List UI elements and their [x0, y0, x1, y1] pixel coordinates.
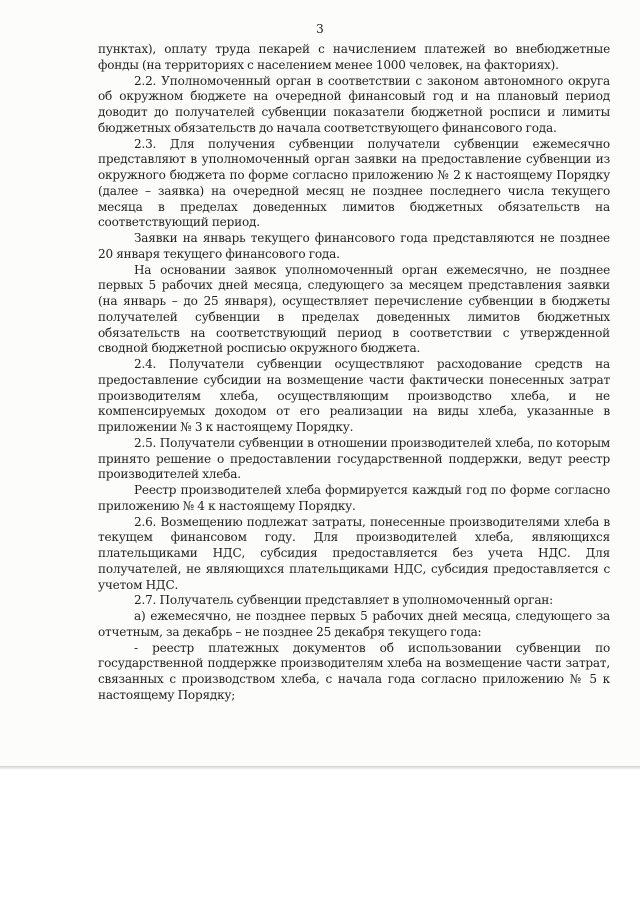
- paragraph-2-7-a: а) ежемесячно, не позднее первых 5 рабочих дней месяца, следующего за отчетным, за декабрь – не позднее 25 декабря текущего года:: [98, 609, 610, 639]
- paragraph-2-6: 2.6. Возмещению подлежат затраты, понесенные производителями хлеба в текущем финансовом году. Для производителей хлеба, являющихся плательщиками НДС, субсидия предоставляется без учета НДС. Для получателей, не являющихся плательщиками НДС, субсидия предоставляется с учетом НДС.: [98, 514, 610, 592]
- page-number: 3: [316, 22, 324, 36]
- paragraph-registry: Реестр производителей хлеба формируется каждый год по форме согласно приложению № 4 к настоящему Порядку.: [98, 483, 610, 513]
- paragraph-2-7: 2.7. Получатель субвенции представляет в уполномоченный орган:: [134, 593, 553, 608]
- paragraph-2-4: 2.4. Получатели субвенции осуществляют расходование средств на предоставление субсидии на возмещение части фактически понесенных затрат производителям хлеба, осуществляющим производство хлеба, и не компенсируемых доходом от его реализации на виды хлеба, указанные в приложении № 3 к настоящему Порядку.: [98, 357, 610, 434]
- paragraph-transfer: На основании заявок уполномоченный орган ежемесячно, не позднее первых 5 рабочих дней месяца, следующего за месяцем представления заявки (на январь – до 25 января), осуществляет перечисление субвенции в бюджеты получателей субвенции в пределах доведенных лимитов бюджетных обязательств на соответствующий период в соответствии с утвержденной сводной бюджетной росписью окружного бюджета.: [98, 262, 610, 356]
- paragraph-2-5: 2.5. Получатели субвенции в отношении производителей хлеба, по которым принято решение о предоставлении государственной поддержки, ведут реестр производителей хлеба.: [98, 435, 610, 482]
- paragraph-continuation: пунктах), оплату труда пекарей с начислением платежей во внебюджетные фонды (на территориях с населением менее 1000 человек, на факториях).: [98, 42, 610, 72]
- paragraph-2-2: 2.2. Уполномоченный орган в соответствии с законом автономного округа об окружном бюджете на очередной финансовый год и на плановый период доводит до получателей субвенции показатели бюджетной росписи и лимиты бюджетных обязательств до начала соответствующего финансового года.: [98, 73, 610, 135]
- blank-area: [0, 770, 640, 905]
- paragraph-2-3: 2.3. Для получения субвенции получатели субвенции ежемесячно представляют в уполномоченный орган заявки на предоставление субвенции из окружного бюджета по форме согласно приложению № 2 к настоящему Порядку (далее – заявка) на очередной месяц не позднее последнего числа текущего месяца в пределах доведенных лимитов бюджетных обязательств на соответствующий период.: [98, 136, 610, 230]
- document-body: [98, 42, 610, 704]
- paragraph-january-requests: Заявки на январь текущего финансового года представляются не позднее 20 января текущего финансового года.: [98, 231, 610, 261]
- paragraph-payment-registry: - реестр платежных документов об использовании субвенции по государственной поддержке производителям хлеба на возмещение части затрат, связанных с производством хлеба, с начала года согласно приложению № 5 к настоящему Порядку;: [98, 640, 610, 702]
